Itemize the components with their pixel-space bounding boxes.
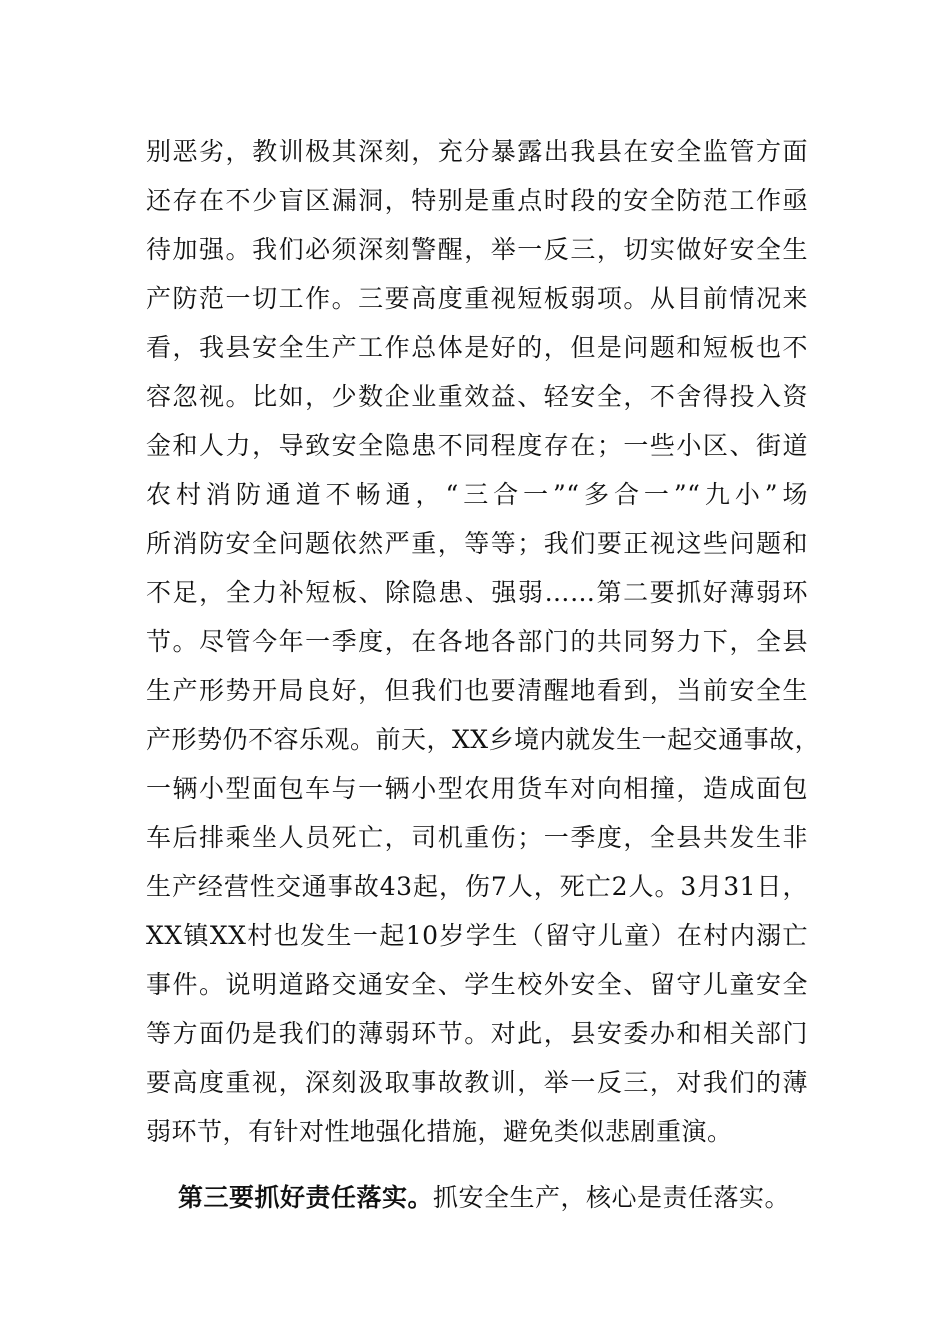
text-line-7: 金和人力，导致安全隐患不同程度存在；一些小区、街道 xyxy=(146,431,808,460)
final-paragraph-bold-lead: 第三要抓好责任落实。 xyxy=(178,1183,434,1212)
text-line-21: 弱环节，有针对性地强化措施，避免类似悲剧重演。 xyxy=(146,1117,733,1146)
text-line-15: 车后排乘坐人员死亡，司机重伤；一季度，全县共发生非 xyxy=(146,823,808,852)
text-line-10: 不足，全力补短板、除隐患、强弱……第二要抓好薄弱环 xyxy=(146,578,808,607)
text-line-3: 待加强。我们必须深刻警醒，举一反三，切实做好安全生 xyxy=(146,235,808,264)
final-paragraph xyxy=(146,1178,808,1218)
text-line-14: 一辆小型面包车与一辆小型农用货车对向相撞，造成面包 xyxy=(146,774,808,803)
text-line-2: 还存在不少盲区漏洞，特别是重点时段的安全防范工作亟 xyxy=(146,186,808,215)
text-line-4: 产防范一切工作。三要高度重视短板弱项。从目前情况来 xyxy=(146,284,808,313)
text-line-8: 农村消防通道不畅通，“三合一”“多合一”“九小”场 xyxy=(146,480,808,509)
text-line-17: XX镇XX村也发生一起10岁学生（留守儿童）在村内溺亡 xyxy=(146,921,808,950)
text-line-6: 容忽视。比如，少数企业重效益、轻安全，不舍得投入资 xyxy=(146,382,808,411)
text-line-5: 看，我县安全生产工作总体是好的，但是问题和短板也不 xyxy=(146,333,808,362)
final-paragraph-rest: 抓安全生产，核心是责任落实。 xyxy=(433,1183,791,1212)
text-line-9: 所消防安全问题依然严重，等等；我们要正视这些问题和 xyxy=(146,529,808,558)
text-line-13: 产形势仍不容乐观。前天，XX乡境内就发生一起交通事故， xyxy=(146,725,821,754)
text-line-1: 别恶劣，教训极其深刻，充分暴露出我县在安全监管方面 xyxy=(146,137,808,166)
text-line-11: 节。尽管今年一季度，在各地各部门的共同努力下，全县 xyxy=(146,627,808,656)
text-line-19: 等方面仍是我们的薄弱环节。对此，县安委办和相关部门 xyxy=(146,1019,808,1048)
text-line-16: 生产经营性交通事故43起，伤7人，死亡2人。3月31日， xyxy=(146,872,808,901)
text-line-12: 生产形势开局良好，但我们也要清醒地看到，当前安全生 xyxy=(146,676,808,705)
text-line-18: 事件。说明道路交通安全、学生校外安全、留守儿童安全 xyxy=(146,970,808,999)
text-line-20: 要高度重视，深刻汲取事故教训，举一反三，对我们的薄 xyxy=(146,1068,808,1097)
